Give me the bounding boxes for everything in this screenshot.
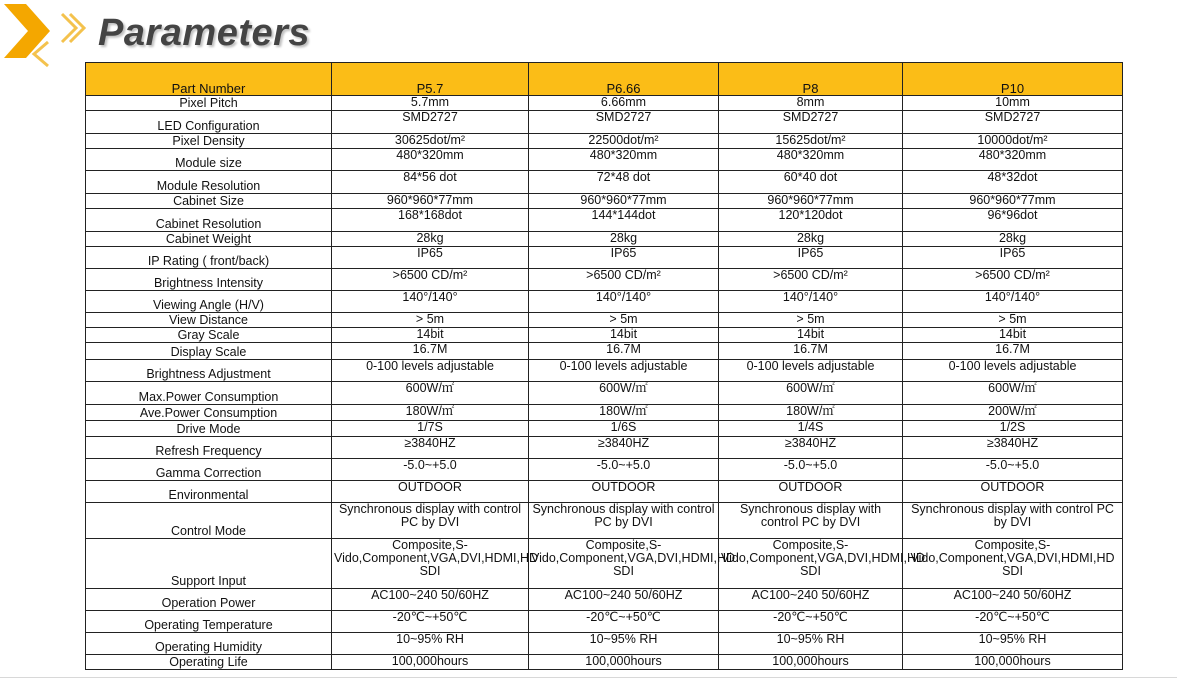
table-cell: 600W/㎡ — [529, 382, 719, 405]
table-cell: 1/7S — [332, 421, 529, 437]
table-cell: 1/2S — [903, 421, 1123, 437]
table-cell: OUTDOOR — [719, 481, 903, 503]
table-row — [86, 611, 1123, 633]
table-cell: 28kg — [529, 232, 719, 247]
table-cell: > 5m — [719, 313, 903, 328]
table-cell: >6500 CD/m² — [332, 269, 529, 291]
table-cell: -5.0~+5.0 — [529, 459, 719, 481]
table-cell: 960*960*77mm — [332, 194, 529, 209]
table-cell: AC100~240 50/60HZ — [529, 589, 719, 611]
table-cell: 10~95% RH — [529, 633, 719, 655]
table-cell: OUTDOOR — [903, 481, 1123, 503]
table-cell: > 5m — [529, 313, 719, 328]
table-cell: 28kg — [719, 232, 903, 247]
table-cell: AC100~240 50/60HZ — [903, 589, 1123, 611]
table-cell: -20℃~+50℃ — [903, 611, 1123, 633]
table-cell: >6500 CD/m² — [903, 269, 1123, 291]
row-label: Operating Temperature — [86, 611, 332, 633]
table-row — [86, 171, 1123, 194]
row-label: Brightness Adjustment — [86, 360, 332, 382]
table-cell: 10~95% RH — [332, 633, 529, 655]
table-cell: 600W/㎡ — [903, 382, 1123, 405]
table-cell: 28kg — [332, 232, 529, 247]
table-cell: 600W/㎡ — [332, 382, 529, 405]
table-cell: 480*320mm — [529, 149, 719, 171]
table-cell: 480*320mm — [719, 149, 903, 171]
table-cell: 14bit — [719, 328, 903, 343]
table-cell: 14bit — [903, 328, 1123, 343]
table-cell: -20℃~+50℃ — [719, 611, 903, 633]
table-cell: 100,000hours — [332, 655, 529, 670]
table-cell: 480*320mm — [332, 149, 529, 171]
table-cell: IP65 — [719, 247, 903, 269]
parameters-table — [85, 62, 1123, 670]
header-part-number: Part Number — [86, 63, 332, 96]
table-cell: AC100~240 50/60HZ — [719, 589, 903, 611]
row-label: Support Input — [86, 539, 332, 589]
table-row — [86, 589, 1123, 611]
table-cell: ≥3840HZ — [529, 437, 719, 459]
table-cell: 10mm — [903, 96, 1123, 111]
table-cell: 960*960*77mm — [719, 194, 903, 209]
table-cell: AC100~240 50/60HZ — [332, 589, 529, 611]
table-cell: 15625dot/m² — [719, 134, 903, 149]
table-cell: 960*960*77mm — [529, 194, 719, 209]
table-cell: 16.7M — [903, 343, 1123, 360]
row-label: Max.Power Consumption — [86, 382, 332, 405]
table-row — [86, 232, 1123, 247]
table-cell: Composite,S-Vido,Component,VGA,DVI,HDMI,HD SDI — [332, 539, 529, 589]
table-cell: 100,000hours — [903, 655, 1123, 670]
table-cell: 140°/140° — [332, 291, 529, 313]
table-cell: 5.7mm — [332, 96, 529, 111]
table-cell: IP65 — [529, 247, 719, 269]
row-label: View Distance — [86, 313, 332, 328]
table-row — [86, 437, 1123, 459]
table-cell: 960*960*77mm — [903, 194, 1123, 209]
row-label: Cabinet Size — [86, 194, 332, 209]
row-label: Operating Humidity — [86, 633, 332, 655]
row-label: Viewing Angle (H/V) — [86, 291, 332, 313]
table-row — [86, 96, 1123, 111]
table-row — [86, 655, 1123, 670]
table-cell: 10~95% RH — [719, 633, 903, 655]
table-cell: -5.0~+5.0 — [903, 459, 1123, 481]
row-label: LED Configuration — [86, 111, 332, 134]
table-cell: 0-100 levels adjustable — [719, 360, 903, 382]
row-label: Pixel Density — [86, 134, 332, 149]
table-cell: 180W/㎡ — [529, 405, 719, 421]
table-cell: -20℃~+50℃ — [332, 611, 529, 633]
row-label: Cabinet Weight — [86, 232, 332, 247]
table-cell: 10~95% RH — [903, 633, 1123, 655]
row-label: Gamma Correction — [86, 459, 332, 481]
table-cell: 8mm — [719, 96, 903, 111]
table-cell: 140°/140° — [719, 291, 903, 313]
table-cell: SMD2727 — [529, 111, 719, 134]
row-label: Module size — [86, 149, 332, 171]
header-p8: P8 — [719, 63, 903, 96]
row-label: Environmental — [86, 481, 332, 503]
table-cell: IP65 — [332, 247, 529, 269]
table-row — [86, 405, 1123, 421]
table-cell: Composite,S-Vido,Component,VGA,DVI,HDMI,HD SDI — [719, 539, 903, 589]
table-cell: SMD2727 — [332, 111, 529, 134]
table-row — [86, 313, 1123, 328]
header-p5-7: P5.7 — [332, 63, 529, 96]
table-row — [86, 247, 1123, 269]
table-cell: >6500 CD/m² — [719, 269, 903, 291]
table-cell: Synchronous display with control PC by DVI — [719, 503, 903, 539]
table-cell: 200W/㎡ — [903, 405, 1123, 421]
table-cell: 16.7M — [332, 343, 529, 360]
table-header-row — [86, 63, 1123, 96]
table-cell: 60*40 dot — [719, 171, 903, 194]
table-cell: 14bit — [529, 328, 719, 343]
table-cell: 1/4S — [719, 421, 903, 437]
table-cell: 180W/㎡ — [332, 405, 529, 421]
table-cell: Composite,S-Vido,Component,VGA,DVI,HDMI,HD SDI — [903, 539, 1123, 589]
table-row — [86, 134, 1123, 149]
table-cell: 100,000hours — [529, 655, 719, 670]
table-row — [86, 481, 1123, 503]
table-row — [86, 111, 1123, 134]
table-row — [86, 269, 1123, 291]
table-cell: ≥3840HZ — [903, 437, 1123, 459]
table-cell: > 5m — [332, 313, 529, 328]
bottom-divider — [0, 677, 1177, 678]
table-row — [86, 539, 1123, 589]
table-cell: SMD2727 — [719, 111, 903, 134]
row-label: Operation Power — [86, 589, 332, 611]
table-row — [86, 291, 1123, 313]
row-label: Module Resolution — [86, 171, 332, 194]
table-row — [86, 421, 1123, 437]
double-chevron-logo-icon — [4, 4, 86, 68]
row-label: Drive Mode — [86, 421, 332, 437]
table-cell: Composite,S-Vido,Component,VGA,DVI,HDMI,HD SDI — [529, 539, 719, 589]
table-row — [86, 194, 1123, 209]
row-label: Display Scale — [86, 343, 332, 360]
table-cell: 30625dot/m² — [332, 134, 529, 149]
table-cell: 10000dot/m² — [903, 134, 1123, 149]
table-cell: -20℃~+50℃ — [529, 611, 719, 633]
row-label: Gray Scale — [86, 328, 332, 343]
table-cell: 120*120dot — [719, 209, 903, 232]
row-label: Cabinet Resolution — [86, 209, 332, 232]
table-cell: 168*168dot — [332, 209, 529, 232]
table-cell: OUTDOOR — [332, 481, 529, 503]
table-cell: 0-100 levels adjustable — [903, 360, 1123, 382]
table-cell: 16.7M — [529, 343, 719, 360]
table-cell: > 5m — [903, 313, 1123, 328]
table-row — [86, 459, 1123, 481]
table-cell: 6.66mm — [529, 96, 719, 111]
table-cell: 480*320mm — [903, 149, 1123, 171]
row-label: IP Rating ( front/back) — [86, 247, 332, 269]
table-cell: OUTDOOR — [529, 481, 719, 503]
table-cell: 14bit — [332, 328, 529, 343]
header-p10: P10 — [903, 63, 1123, 96]
table-cell: 0-100 levels adjustable — [332, 360, 529, 382]
table-row — [86, 503, 1123, 539]
table-row — [86, 360, 1123, 382]
table-cell: 84*56 dot — [332, 171, 529, 194]
table-row — [86, 328, 1123, 343]
table-cell: 144*144dot — [529, 209, 719, 232]
table-body — [86, 96, 1123, 670]
row-label: Refresh Frequency — [86, 437, 332, 459]
row-label: Pixel Pitch — [86, 96, 332, 111]
table-cell: ≥3840HZ — [719, 437, 903, 459]
row-label: Control Mode — [86, 503, 332, 539]
table-row — [86, 209, 1123, 232]
table-cell: 0-100 levels adjustable — [529, 360, 719, 382]
table-cell: 72*48 dot — [529, 171, 719, 194]
table-row — [86, 149, 1123, 171]
table-cell: 28kg — [903, 232, 1123, 247]
table-row — [86, 382, 1123, 405]
table-cell: 1/6S — [529, 421, 719, 437]
header-p6-66: P6.66 — [529, 63, 719, 96]
row-label: Brightness Intensity — [86, 269, 332, 291]
row-label: Operating Life — [86, 655, 332, 670]
row-label: Ave.Power Consumption — [86, 405, 332, 421]
table-cell: 48*32dot — [903, 171, 1123, 194]
table-cell: Synchronous display with control PC by DVI — [903, 503, 1123, 539]
table-row — [86, 343, 1123, 360]
table-cell: 22500dot/m² — [529, 134, 719, 149]
table-cell: -5.0~+5.0 — [719, 459, 903, 481]
table-cell: 96*96dot — [903, 209, 1123, 232]
table-cell: 100,000hours — [719, 655, 903, 670]
table-cell: 16.7M — [719, 343, 903, 360]
table-cell: 140°/140° — [903, 291, 1123, 313]
table-cell: 600W/㎡ — [719, 382, 903, 405]
table-cell: >6500 CD/m² — [529, 269, 719, 291]
table-cell: SMD2727 — [903, 111, 1123, 134]
table-cell: IP65 — [903, 247, 1123, 269]
table-cell: Synchronous display with control PC by DVI — [529, 503, 719, 539]
table-cell: 180W/㎡ — [719, 405, 903, 421]
table-cell: Synchronous display with control PC by DVI — [332, 503, 529, 539]
table-cell: -5.0~+5.0 — [332, 459, 529, 481]
table-row — [86, 633, 1123, 655]
table-cell: ≥3840HZ — [332, 437, 529, 459]
page-title: Parameters — [98, 12, 311, 54]
table-cell: 140°/140° — [529, 291, 719, 313]
